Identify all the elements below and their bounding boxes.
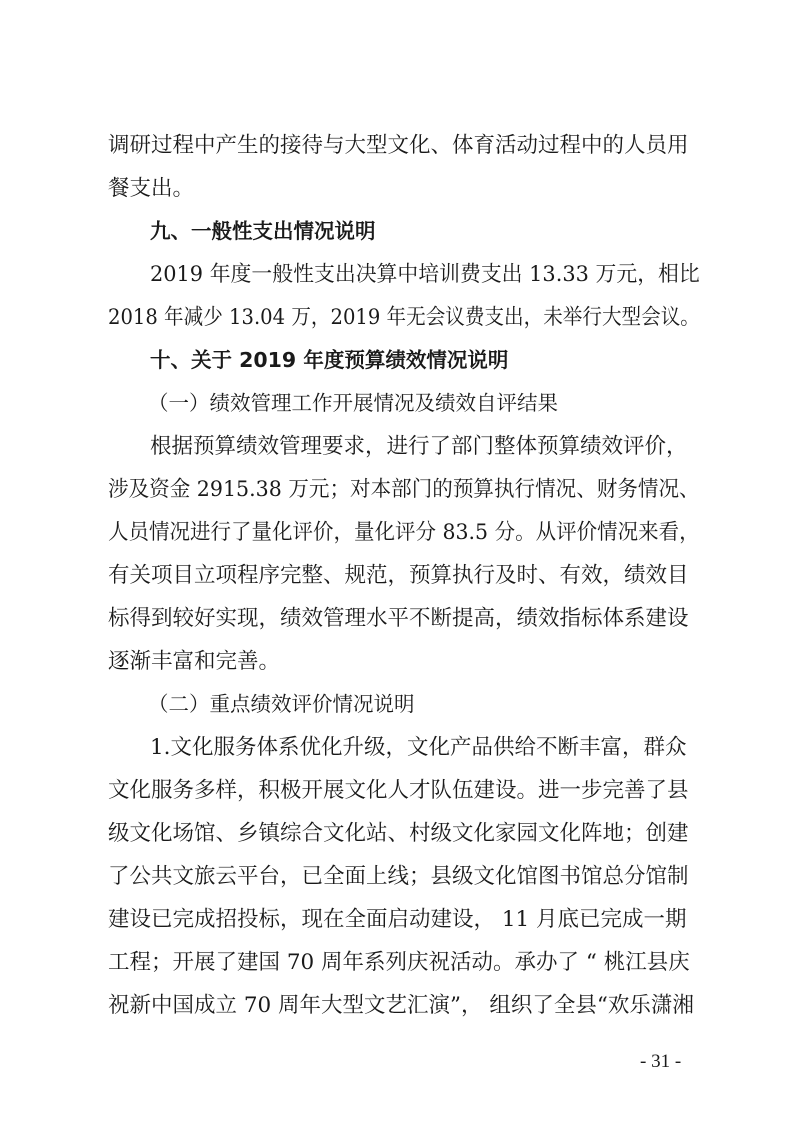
section-heading-10: 十、关于 2019 年度预算绩效情况说明	[150, 348, 509, 372]
body-line-17: 祝新中国成立 70 周年大型文艺汇演”， 组织了全县“欢乐潇湘	[108, 993, 694, 1018]
body-line-6: 涉及资金 2915.38 万元；对本部门的预算执行情况、财务情况、	[108, 477, 700, 502]
body-line-11: 1.文化服务体系优化升级，文化产品供给不断丰富，群众	[150, 735, 687, 760]
body-line-12: 文化服务多样，积极开展文化人才队伍建设。进一步完善了县	[108, 778, 689, 803]
body-line-1: 调研过程中产生的接待与大型文化、体育活动过程中的人员用	[108, 133, 689, 158]
body-line-8: 有关项目立项程序完整、规范，预算执行及时、有效，绩效目	[108, 563, 689, 588]
body-line-14: 了公共文旅云平台，已全面上线；县级文化馆图书馆总分馆制	[108, 864, 689, 889]
body-line-2: 餐支出。	[108, 176, 195, 201]
subsection-heading-2: （二）重点绩效评价情况说明	[148, 692, 415, 716]
body-line-15: 建设已完成招投标，现在全面启动建设， 11 月底已完成一期	[108, 907, 687, 932]
body-line-9: 标得到较好实现，绩效管理水平不断提高，绩效指标体系建设	[108, 606, 689, 631]
body-line-10: 逐渐丰富和完善。	[108, 649, 281, 674]
body-line-13: 级文化场馆、乡镇综合文化站、村级文化家园文化阵地；创建	[108, 821, 689, 846]
body-line-5: 根据预算绩效管理要求，进行了部门整体预算绩效评价，	[150, 434, 688, 459]
body-line-4: 2018 年减少 13.04 万，2019 年无会议费支出，未举行大型会议。	[108, 305, 700, 330]
section-heading-9: 九、一般性支出情况说明	[150, 219, 376, 243]
body-line-7: 人员情况进行了量化评价，量化评分 83.5 分。从评价情况来看，	[108, 520, 700, 545]
page-number: - 31 -	[640, 1051, 682, 1072]
body-line-3: 2019 年度一般性支出决算中培训费支出 13.33 万元，相比	[150, 262, 700, 287]
subsection-heading-1: （一）绩效管理工作开展情况及绩效自评结果	[148, 391, 558, 415]
body-line-16: 工程；开展了建国 70 周年系列庆祝活动。承办了 “ 桃江县庆	[108, 950, 690, 975]
